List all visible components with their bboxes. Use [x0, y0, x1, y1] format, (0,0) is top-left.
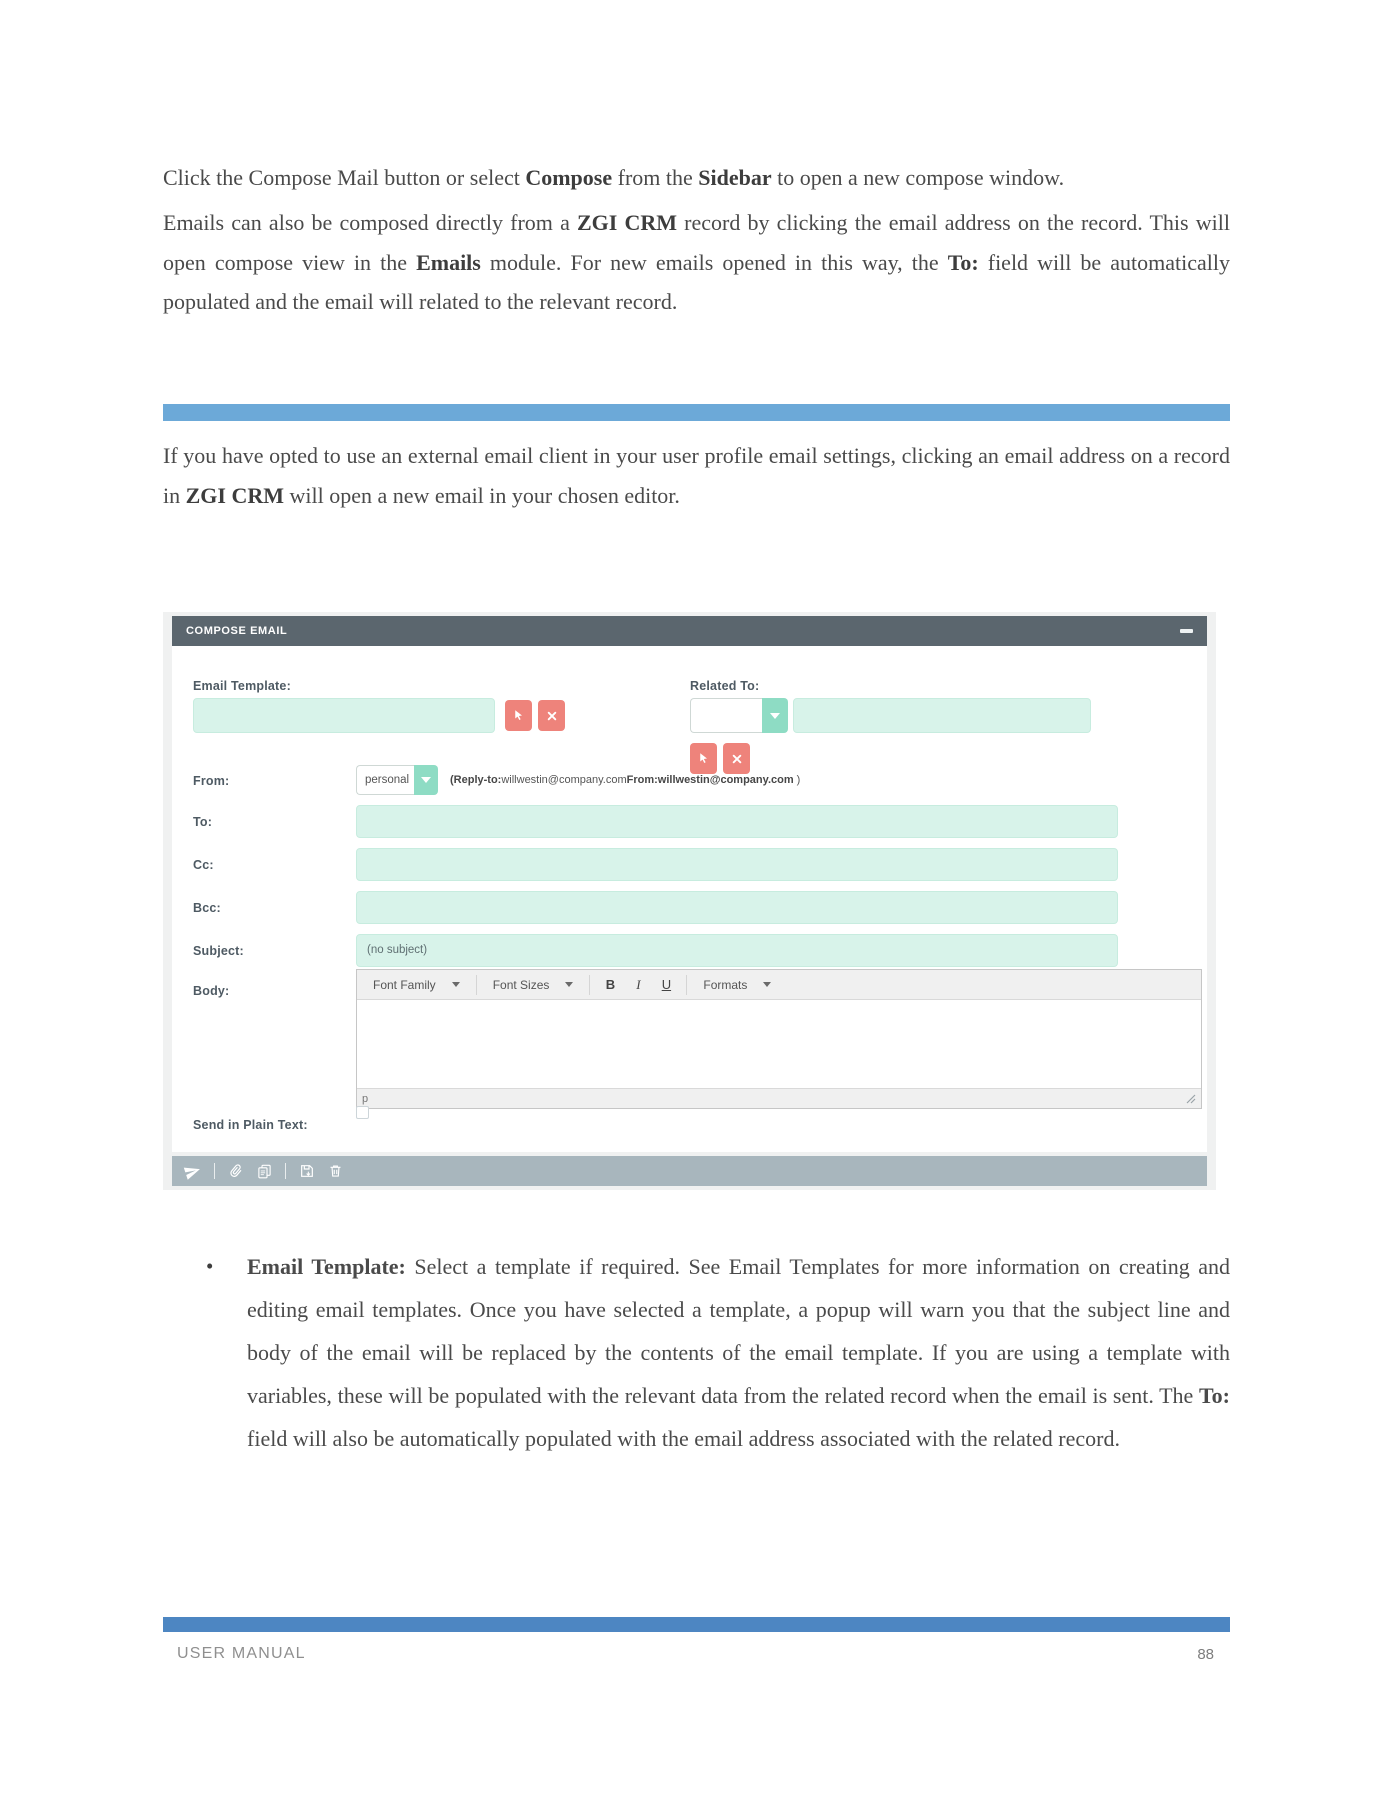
- cc-input[interactable]: [356, 848, 1118, 881]
- compose-email-modal: [172, 616, 1207, 1186]
- compose-email-screenshot: [163, 612, 1216, 1190]
- dropdown-arrow-button[interactable]: [414, 765, 438, 795]
- to-label: To:: [193, 815, 213, 829]
- section-divider-bar: [163, 404, 1230, 421]
- compose-action-toolbar: [172, 1156, 1207, 1186]
- x-mark-icon: [547, 711, 557, 721]
- related-to-label: Related To:: [690, 679, 760, 693]
- related-to-module-dropdown[interactable]: [690, 698, 788, 733]
- toolbar-divider: [589, 975, 590, 995]
- related-to-record-input[interactable]: [793, 698, 1091, 733]
- font-family-label: Font Family: [373, 977, 436, 992]
- triangle-down-icon: [770, 713, 780, 719]
- trash-can-icon: [328, 1163, 343, 1179]
- save-disk-arrow-icon: [299, 1163, 315, 1179]
- formats-label: Formats: [703, 977, 748, 992]
- plain-text-label: Send in Plain Text:: [193, 1118, 308, 1132]
- paragraph-compose-from-record: Emails can also be composed directly from a ZGI CRM record by clicking the email address on the record. This will open compose view in the Emails module. For new emails opened in this way, the To: field will be automatically populated and the email will related to the relevant record.: [163, 210, 1230, 314]
- dropdown-arrow-button[interactable]: [762, 698, 788, 733]
- bullet-marker: •: [206, 1254, 214, 1278]
- toolbar-divider: [214, 1163, 215, 1179]
- to-input[interactable]: [356, 805, 1118, 838]
- plain-text-checkbox[interactable]: [356, 1106, 369, 1119]
- resize-grip-icon[interactable]: [1186, 1094, 1196, 1104]
- triangle-down-icon: [452, 982, 460, 987]
- font-sizes-select[interactable]: [485, 974, 582, 996]
- related-to-select-button[interactable]: [690, 743, 717, 774]
- email-template-label: Email Template:: [193, 679, 291, 693]
- paragraph-external-client: If you have opted to use an external email client in your user profile email settings, clicking an email address on a record in ZGI CRM will open a new email in your chosen editor.: [163, 443, 1230, 508]
- email-template-clear-button[interactable]: [538, 700, 565, 731]
- page-footer: [163, 1645, 1230, 1663]
- italic-button[interactable]: I: [626, 974, 650, 996]
- from-address-info: (Reply-to:willwestin@company.comFrom:willwestin@company.com ): [450, 774, 801, 786]
- body-editor: [356, 969, 1202, 1109]
- send-button[interactable]: [182, 1160, 203, 1181]
- x-mark-icon: [732, 754, 742, 764]
- footer-label: USER MANUAL: [177, 1645, 306, 1662]
- email-template-input[interactable]: [193, 698, 495, 733]
- triangle-down-icon: [565, 982, 573, 987]
- footer-page-number: 88: [1197, 1645, 1214, 1663]
- subject-label: Subject:: [193, 944, 244, 958]
- cc-label: Cc:: [193, 858, 214, 872]
- triangle-down-icon: [421, 777, 431, 783]
- subject-input[interactable]: [356, 934, 1118, 967]
- attach-file-button[interactable]: [225, 1160, 248, 1183]
- underline-button[interactable]: U: [654, 974, 678, 996]
- toolbar-divider: [285, 1163, 286, 1179]
- document-copy-icon: [257, 1164, 272, 1179]
- paper-plane-icon: [182, 1160, 203, 1181]
- footer-divider-bar: [163, 1617, 1230, 1632]
- insert-template-button[interactable]: [257, 1164, 272, 1179]
- paperclip-icon: [225, 1160, 248, 1183]
- delete-button[interactable]: [328, 1163, 343, 1179]
- triangle-down-icon: [763, 982, 771, 987]
- editor-toolbar: [357, 970, 1201, 1000]
- font-family-select[interactable]: [365, 974, 468, 996]
- toolbar-divider: [476, 975, 477, 995]
- email-template-select-button[interactable]: [505, 700, 532, 731]
- from-account-value[interactable]: personal: [356, 765, 414, 795]
- body-content-area[interactable]: [357, 1000, 1201, 1088]
- modal-title: COMPOSE EMAIL: [186, 625, 288, 637]
- paragraph-compose-intro: Click the Compose Mail button or select Compose from the Sidebar to open a new compose window.: [163, 165, 1065, 190]
- font-sizes-label: Font Sizes: [492, 977, 550, 992]
- modal-body: [172, 646, 1207, 1152]
- bold-button[interactable]: B: [598, 974, 622, 996]
- element-path: p: [362, 1092, 369, 1105]
- bcc-input[interactable]: [356, 891, 1118, 924]
- cursor-arrow-icon: [698, 752, 710, 765]
- bcc-label: Bcc:: [193, 901, 221, 915]
- subject-value: (no subject): [367, 944, 428, 956]
- from-account-dropdown[interactable]: [356, 765, 438, 795]
- modal-header: [172, 616, 1207, 646]
- toolbar-divider: [686, 975, 687, 995]
- minimize-icon[interactable]: [1180, 629, 1193, 633]
- from-label: From:: [193, 774, 230, 788]
- related-to-module-value[interactable]: [690, 698, 762, 733]
- related-to-clear-button[interactable]: [723, 743, 750, 774]
- save-draft-button[interactable]: [299, 1163, 315, 1179]
- body-label: Body:: [193, 984, 230, 998]
- editor-status-bar: [357, 1088, 1201, 1108]
- bullet-email-template: Email Template: Select a template if required. See Email Templates for more information on creating and editing email templates. Once you have selected a template, a popup will warn you that the subject line and body of the email will be replaced by the contents of the email template. If you are using a template with variables, these will be populated with the relevant data from the related record when the email is sent. The To: field will also be automatically populated with the email address associated with the related record.: [247, 1254, 1230, 1451]
- formats-select[interactable]: [695, 974, 779, 996]
- cursor-arrow-icon: [513, 709, 525, 722]
